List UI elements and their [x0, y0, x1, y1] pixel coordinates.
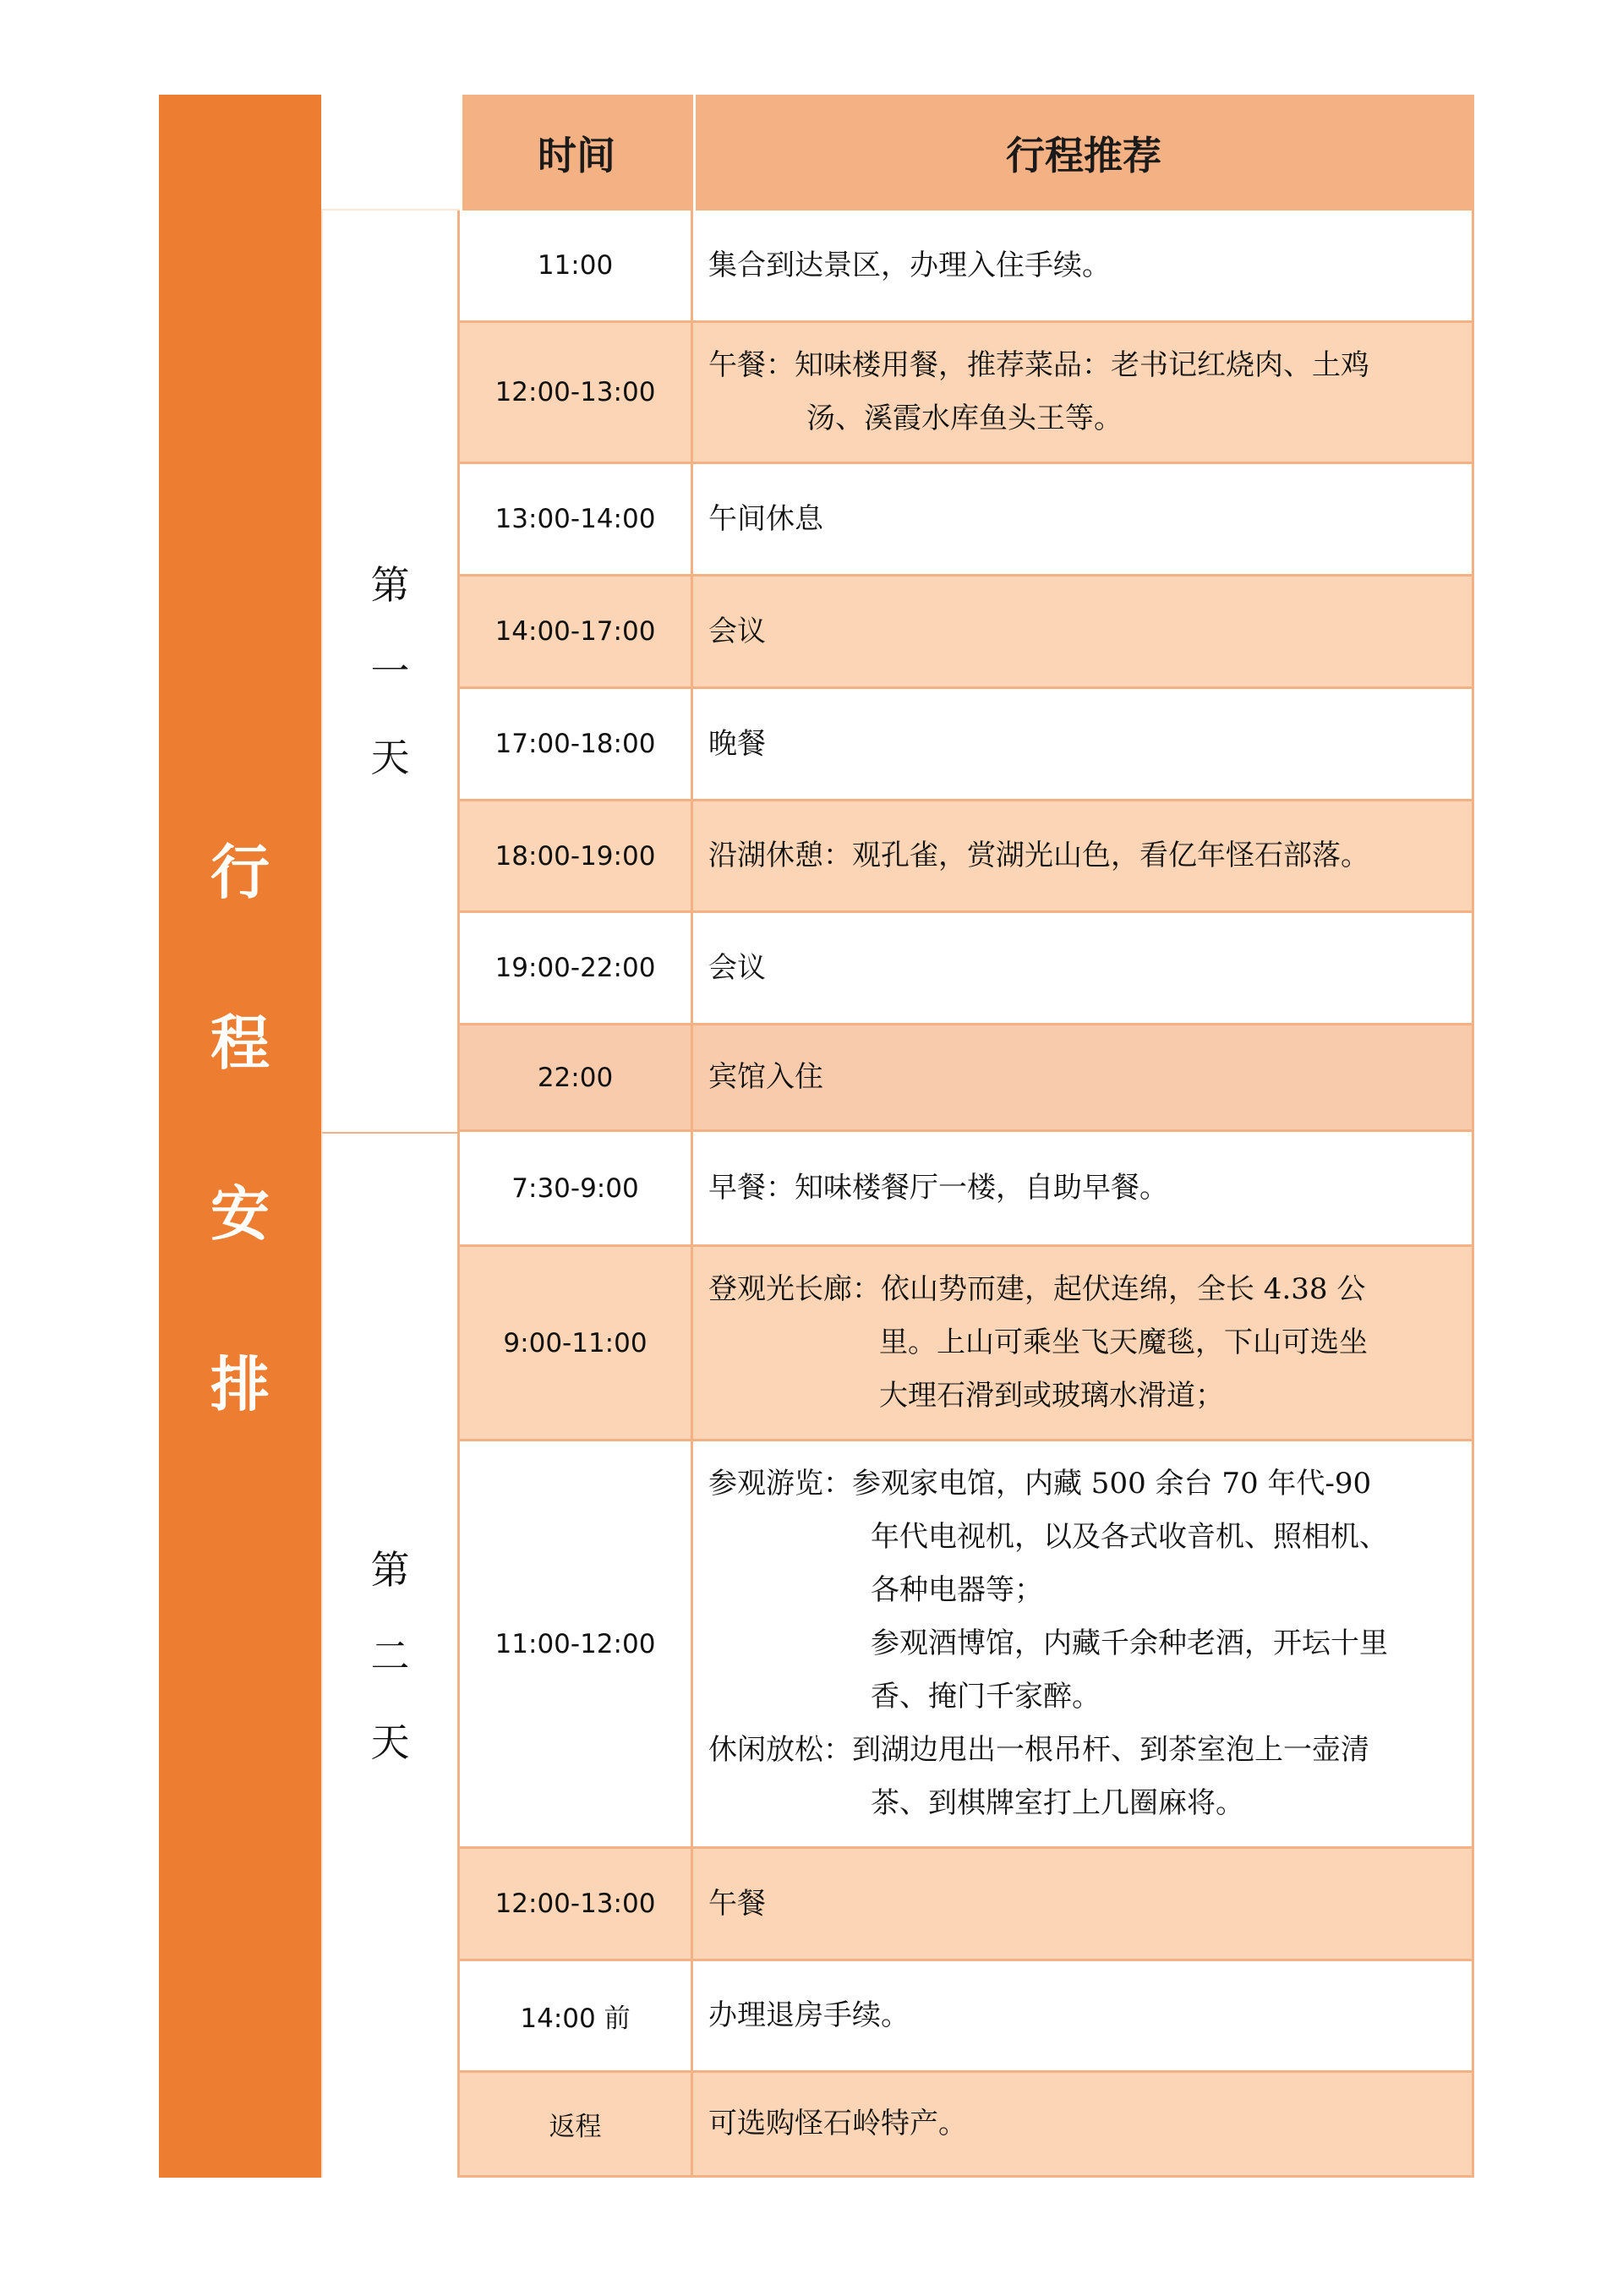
- itinerary-table: [321, 95, 1474, 2178]
- side-title-char: 行: [210, 838, 270, 907]
- row-plan: [693, 210, 1474, 323]
- plan-line: 午餐：知味楼用餐，推荐菜品：老书记红烧肉、土鸡: [708, 348, 1369, 382]
- plan-line: 午餐: [708, 1886, 766, 1921]
- day-char: 天: [370, 1719, 410, 1765]
- row-time: 17:00-18:00: [460, 689, 693, 801]
- row-plan: [693, 1025, 1474, 1132]
- plan-column-header: 行程推荐: [693, 95, 1474, 210]
- row-time: 14:00 前: [460, 1961, 693, 2073]
- plan-line: 参观酒博馆，内藏千余种老酒，开坛十里: [871, 1626, 1388, 1660]
- row-time: 12:00-13:00: [460, 323, 693, 464]
- plan-line: 办理退房手续。: [708, 1998, 910, 2032]
- row-plan: [693, 577, 1474, 689]
- row-plan: [693, 464, 1474, 577]
- day-char: 第: [370, 562, 410, 608]
- row-time: 14:00-17:00: [460, 577, 693, 689]
- plan-line: 休闲放松：到湖边甩出一根吊杆、到茶室泡上一壶清: [708, 1733, 1369, 1767]
- side-title-char: 排: [210, 1350, 270, 1419]
- plan-line: 沿湖休憩：观孔雀，赏湖光山色，看亿年怪石部落。: [708, 839, 1369, 872]
- plan-line: 参观游览：参观家电馆，内藏 500 余台 70 年代-90: [708, 1467, 1372, 1501]
- day-char: 一: [370, 648, 410, 694]
- plan-line: 茶、到棋牌室打上几圈麻将。: [871, 1786, 1244, 1820]
- row-time: 11:00-12:00: [460, 1441, 693, 1849]
- row-time: 18:00-19:00: [460, 801, 693, 913]
- row-plan: [693, 2073, 1474, 2178]
- day-char: 天: [370, 735, 410, 780]
- plan-line: 汤、溪霞水库鱼头王等。: [806, 402, 1123, 435]
- day-char: 二: [370, 1632, 410, 1679]
- plan-line: 午间休息: [708, 501, 823, 536]
- row-plan: [693, 1441, 1474, 1849]
- row-time: 9:00-11:00: [460, 1247, 693, 1441]
- row-time: 19:00-22:00: [460, 913, 693, 1025]
- plan-line: 会议: [708, 614, 766, 648]
- row-time: 13:00-14:00: [460, 464, 693, 577]
- day-char: 第: [370, 1546, 410, 1593]
- plan-line: 集合到达景区，办理入住手续。: [708, 248, 1111, 282]
- row-time: 11:00: [460, 210, 693, 323]
- plan-line: 可选购怪石岭特产。: [708, 2107, 967, 2140]
- row-plan: [693, 1961, 1474, 2073]
- row-plan: [693, 689, 1474, 801]
- time-column-header: 时间: [460, 95, 693, 210]
- table-corner: [321, 95, 460, 210]
- plan-line: 早餐：知味楼餐厅一楼，自助早餐。: [708, 1171, 1168, 1205]
- plan-line: 年代电视机，以及各式收音机、照相机、: [871, 1520, 1388, 1554]
- row-plan: [693, 801, 1474, 913]
- plan-line: 大理石滑到或玻璃水滑道；: [879, 1379, 1224, 1413]
- row-time: 7:30-9:00: [460, 1132, 693, 1247]
- row-time: 返程: [460, 2073, 693, 2178]
- side-title-char: 程: [210, 1009, 270, 1078]
- row-plan: [693, 323, 1474, 464]
- row-plan: [693, 1849, 1474, 1961]
- row-plan: [693, 913, 1474, 1025]
- row-time: 22:00: [460, 1025, 693, 1132]
- plan-line: 宾馆入住: [708, 1060, 823, 1094]
- plan-line: 香、掩门千家醉。: [871, 1680, 1101, 1714]
- row-plan: [693, 1132, 1474, 1247]
- day-two-label: [321, 1132, 460, 2178]
- plan-line: 里。上山可乘坐飞天魔毯，下山可选坐: [879, 1326, 1368, 1359]
- row-time: 12:00-13:00: [460, 1849, 693, 1961]
- plan-line: 晚餐: [708, 726, 766, 761]
- side-title-char: 安: [210, 1179, 270, 1249]
- day-one-label: [321, 210, 460, 1132]
- plan-line: 登观光长廊：依山势而建，起伏连绵，全长 4.38 公: [708, 1272, 1366, 1306]
- plan-line: 各种电器等；: [871, 1573, 1043, 1607]
- plan-line: 会议: [708, 950, 766, 985]
- side-title-band: [159, 95, 321, 2178]
- itinerary-sheet: [159, 95, 1474, 2178]
- row-plan: [693, 1247, 1474, 1441]
